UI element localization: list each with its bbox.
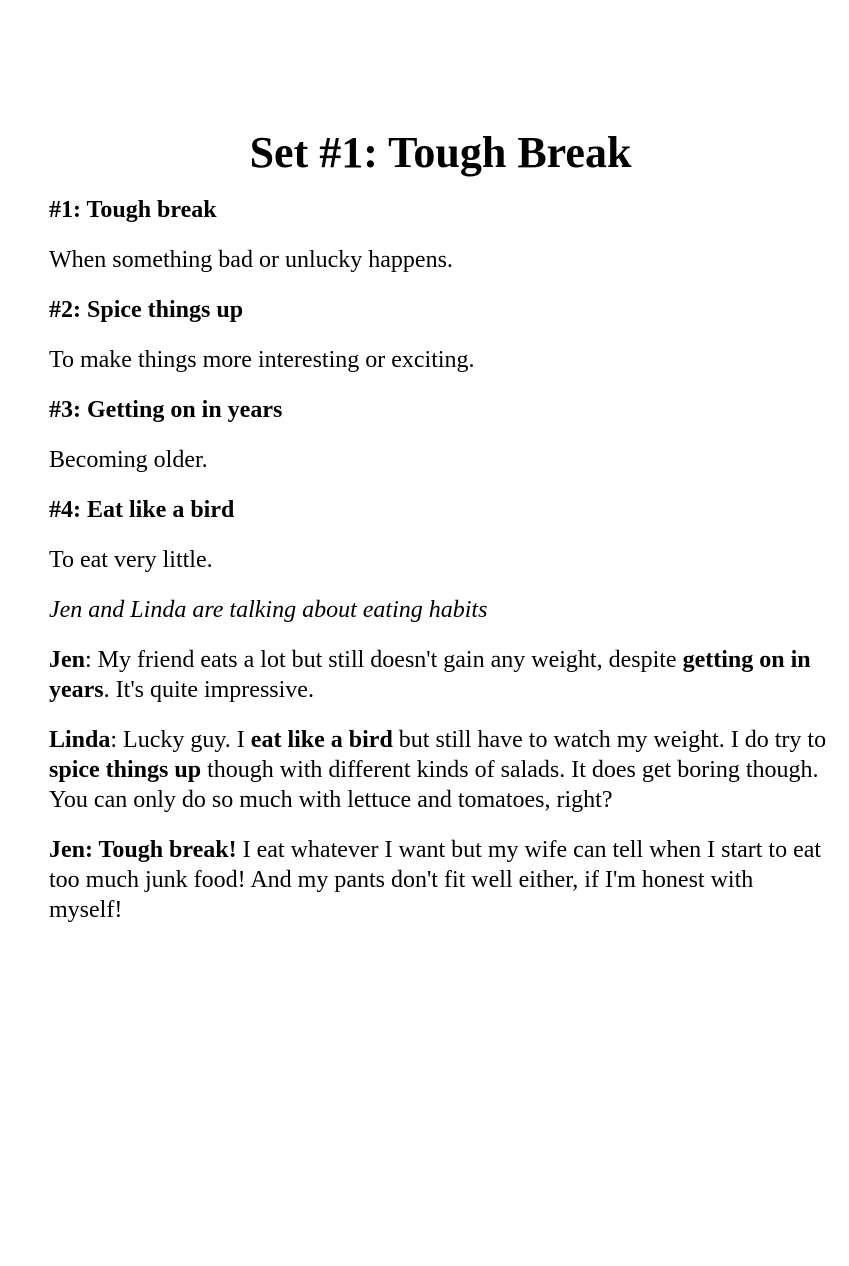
idiom-highlight: getting on in years bbox=[49, 647, 811, 703]
page-title: Set #1: Tough Break bbox=[249, 128, 632, 177]
idiom-highlight: eat like a bird bbox=[250, 727, 393, 753]
idiom-heading-4: #4: Eat like a bird bbox=[49, 497, 235, 523]
speaker-separator: : bbox=[110, 727, 124, 753]
document-page bbox=[49, 126, 829, 945]
speaker-name: Linda bbox=[49, 727, 111, 753]
dialogue-line-2 bbox=[49, 725, 829, 815]
idiom-highlight: spice things up bbox=[49, 757, 202, 783]
dialogue-text: My friend eats a lot but still doesn't gain any weight, despite bbox=[97, 647, 683, 673]
idiom-heading-1: #1: Tough break bbox=[49, 197, 217, 223]
idiom-definition-1: When something bad or unlucky happens. bbox=[49, 247, 453, 273]
dialogue-text: . It's quite impressive. bbox=[103, 677, 314, 703]
scene-description: Jen and Linda are talking about eating habits bbox=[49, 597, 488, 623]
speaker-name: Jen: Tough break! bbox=[49, 837, 237, 863]
idiom-heading-2: #2: Spice things up bbox=[49, 297, 244, 323]
idiom-definition-2: To make things more interesting or exciting. bbox=[49, 347, 475, 373]
dialogue-line-1 bbox=[49, 645, 829, 705]
dialogue-text: I eat whatever I want but my wife can tell when I start to eat too much junk food! And my pants don't fit well either, if I'm honest with myself! bbox=[49, 837, 822, 923]
speaker-name: Jen bbox=[49, 647, 85, 673]
dialogue-text: but still have to watch my weight. I do try to bbox=[392, 727, 827, 753]
speaker-separator: : bbox=[85, 647, 98, 673]
idiom-definition-4: To eat very little. bbox=[49, 547, 213, 573]
dialogue-line-3 bbox=[49, 835, 829, 925]
idiom-definition-3: Becoming older. bbox=[49, 447, 208, 473]
dialogue-text: though with different kinds of salads. It does get boring though. You can only do so much with lettuce and tomatoes, right? bbox=[49, 757, 819, 813]
idiom-heading-3: #3: Getting on in years bbox=[49, 397, 283, 423]
dialogue-text: Lucky guy. I bbox=[123, 727, 251, 753]
